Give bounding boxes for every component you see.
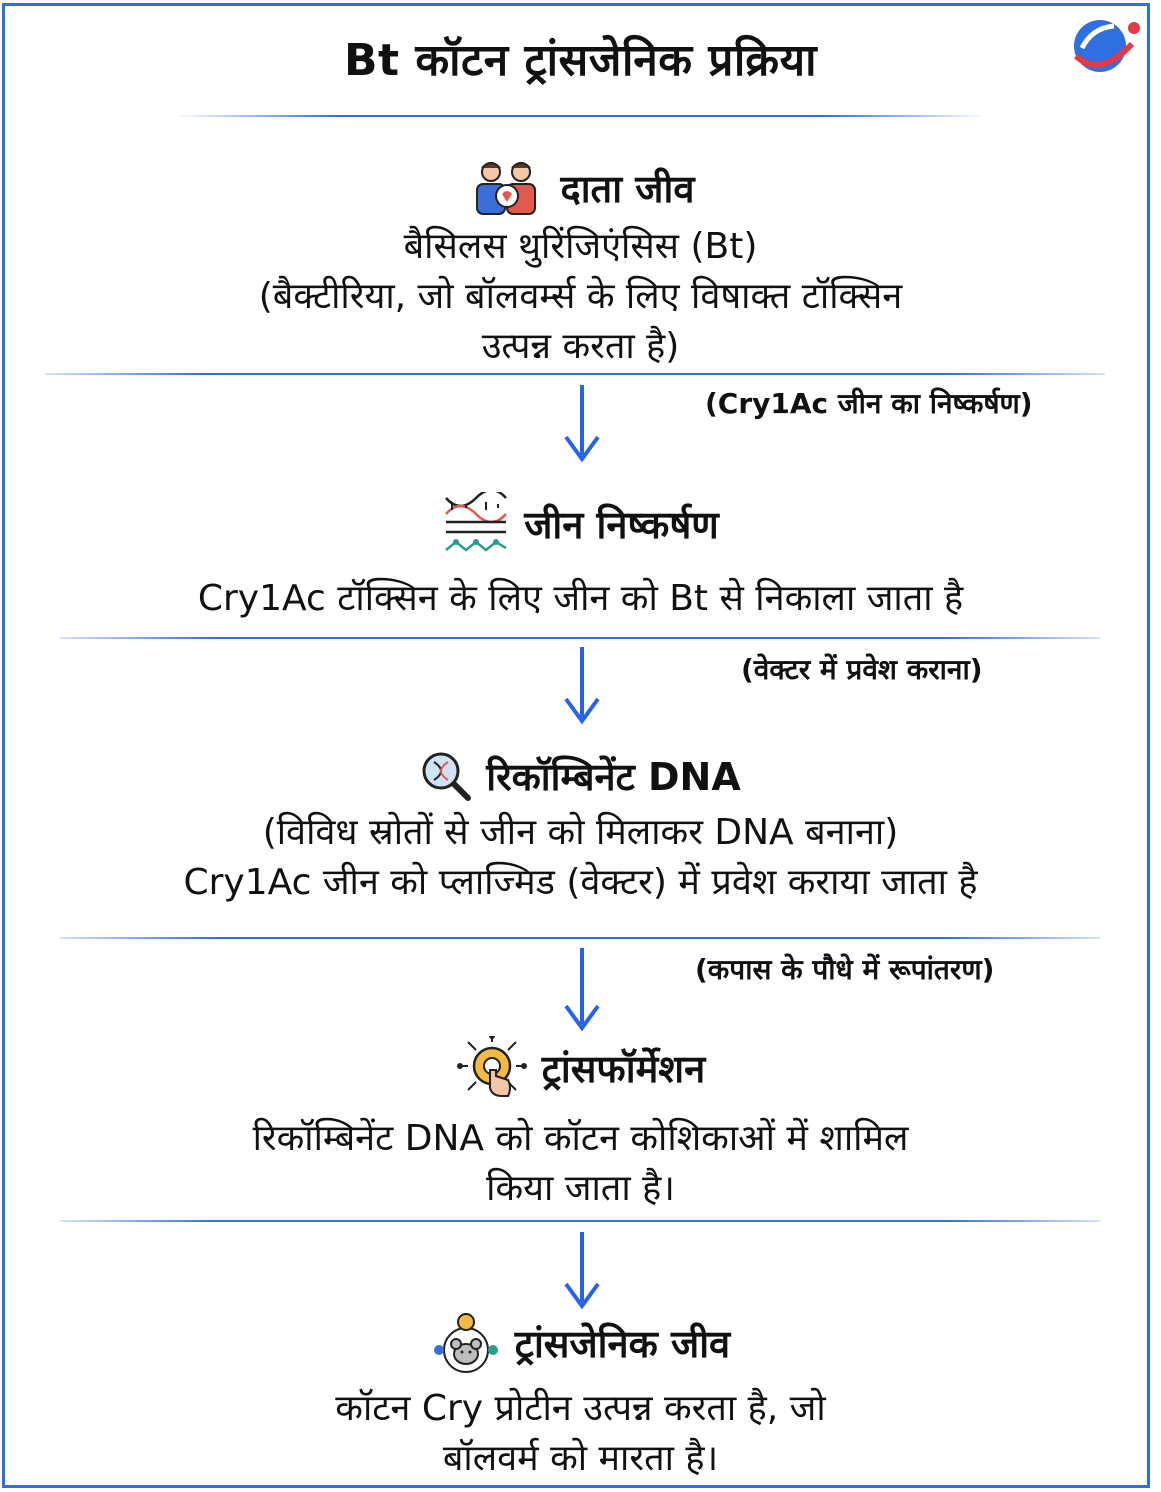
step-heading-text: रिकॉम्बिनेंट DNA <box>486 755 741 799</box>
step-heading-transgenic <box>0 1310 1161 1376</box>
donor-people-icon <box>467 160 547 216</box>
step-heading-recombinant <box>0 748 1161 804</box>
title-divider <box>175 115 985 117</box>
step-heading-text: ट्रांसजेनिक जीव <box>514 1322 731 1366</box>
step-heading-extraction <box>0 492 1161 556</box>
dna-strand-icon <box>442 492 510 556</box>
body-line: Cry1Ac जीन को प्लाज्मिड (वेक्टर) में प्रवेश कराया जाता है <box>183 862 978 903</box>
step-body-recombinant <box>40 808 1121 908</box>
divider-1 <box>45 373 1105 375</box>
divider-3 <box>60 937 1100 939</box>
step-body-transgenic <box>40 1384 1121 1484</box>
body-line: (बैक्टीरिया, जो बॉलवर्म्स के लिए विषाक्त टॉक्सिन <box>258 276 903 317</box>
body-line: (विविध स्रोतों से जीन को मिलाकर DNA बनाना) <box>262 812 899 853</box>
down-arrow-icon <box>562 647 602 725</box>
down-arrow-icon <box>562 1232 602 1310</box>
body-line: किया जाता है। <box>486 1168 675 1209</box>
gear-touch-icon <box>456 1036 528 1100</box>
step-heading-transformation <box>0 1036 1161 1100</box>
down-arrow-icon <box>562 385 602 463</box>
step-body-transformation <box>40 1114 1121 1214</box>
transition-label: (Cry1Ac जीन का निष्कर्षण) <box>705 387 1033 420</box>
body-line: बॉलवर्म को मारता है। <box>442 1438 719 1479</box>
down-arrow-icon <box>562 948 602 1032</box>
step-body-donor <box>40 222 1121 372</box>
step-heading-donor <box>0 160 1161 216</box>
step-body-extraction <box>40 574 1121 624</box>
transition-label: (वेक्टर में प्रवेश कराना) <box>741 653 983 686</box>
body-line: बैसिलस थुरिंजिएंसिस (Bt) <box>403 226 758 267</box>
body-line: रिकॉम्बिनेंट DNA को कॉटन कोशिकाओं में शामिल <box>252 1118 909 1159</box>
divider-2 <box>60 637 1100 639</box>
step-heading-text: दाता जीव <box>560 167 695 211</box>
step-heading-text: जीन निष्कर्षण <box>524 503 719 547</box>
divider-4 <box>60 1220 1100 1222</box>
page-title: Bt कॉटन ट्रांसजेनिक प्रक्रिया <box>343 35 818 86</box>
dna-magnifier-icon <box>420 750 472 802</box>
step-heading-text: ट्रांसफॉर्मेशन <box>541 1047 706 1091</box>
transition-label: (कपास के पौधे में रूपांतरण) <box>695 953 995 986</box>
transgenic-mouse-icon <box>431 1310 501 1376</box>
body-line: Cry1Ac टॉक्सिन के लिए जीन को Bt से निकाला जाता है <box>197 578 964 619</box>
body-line: उत्पन्न करता है) <box>481 326 680 367</box>
body-line: कॉटन Cry प्रोटीन उत्पन्न करता है, जो <box>335 1388 826 1429</box>
